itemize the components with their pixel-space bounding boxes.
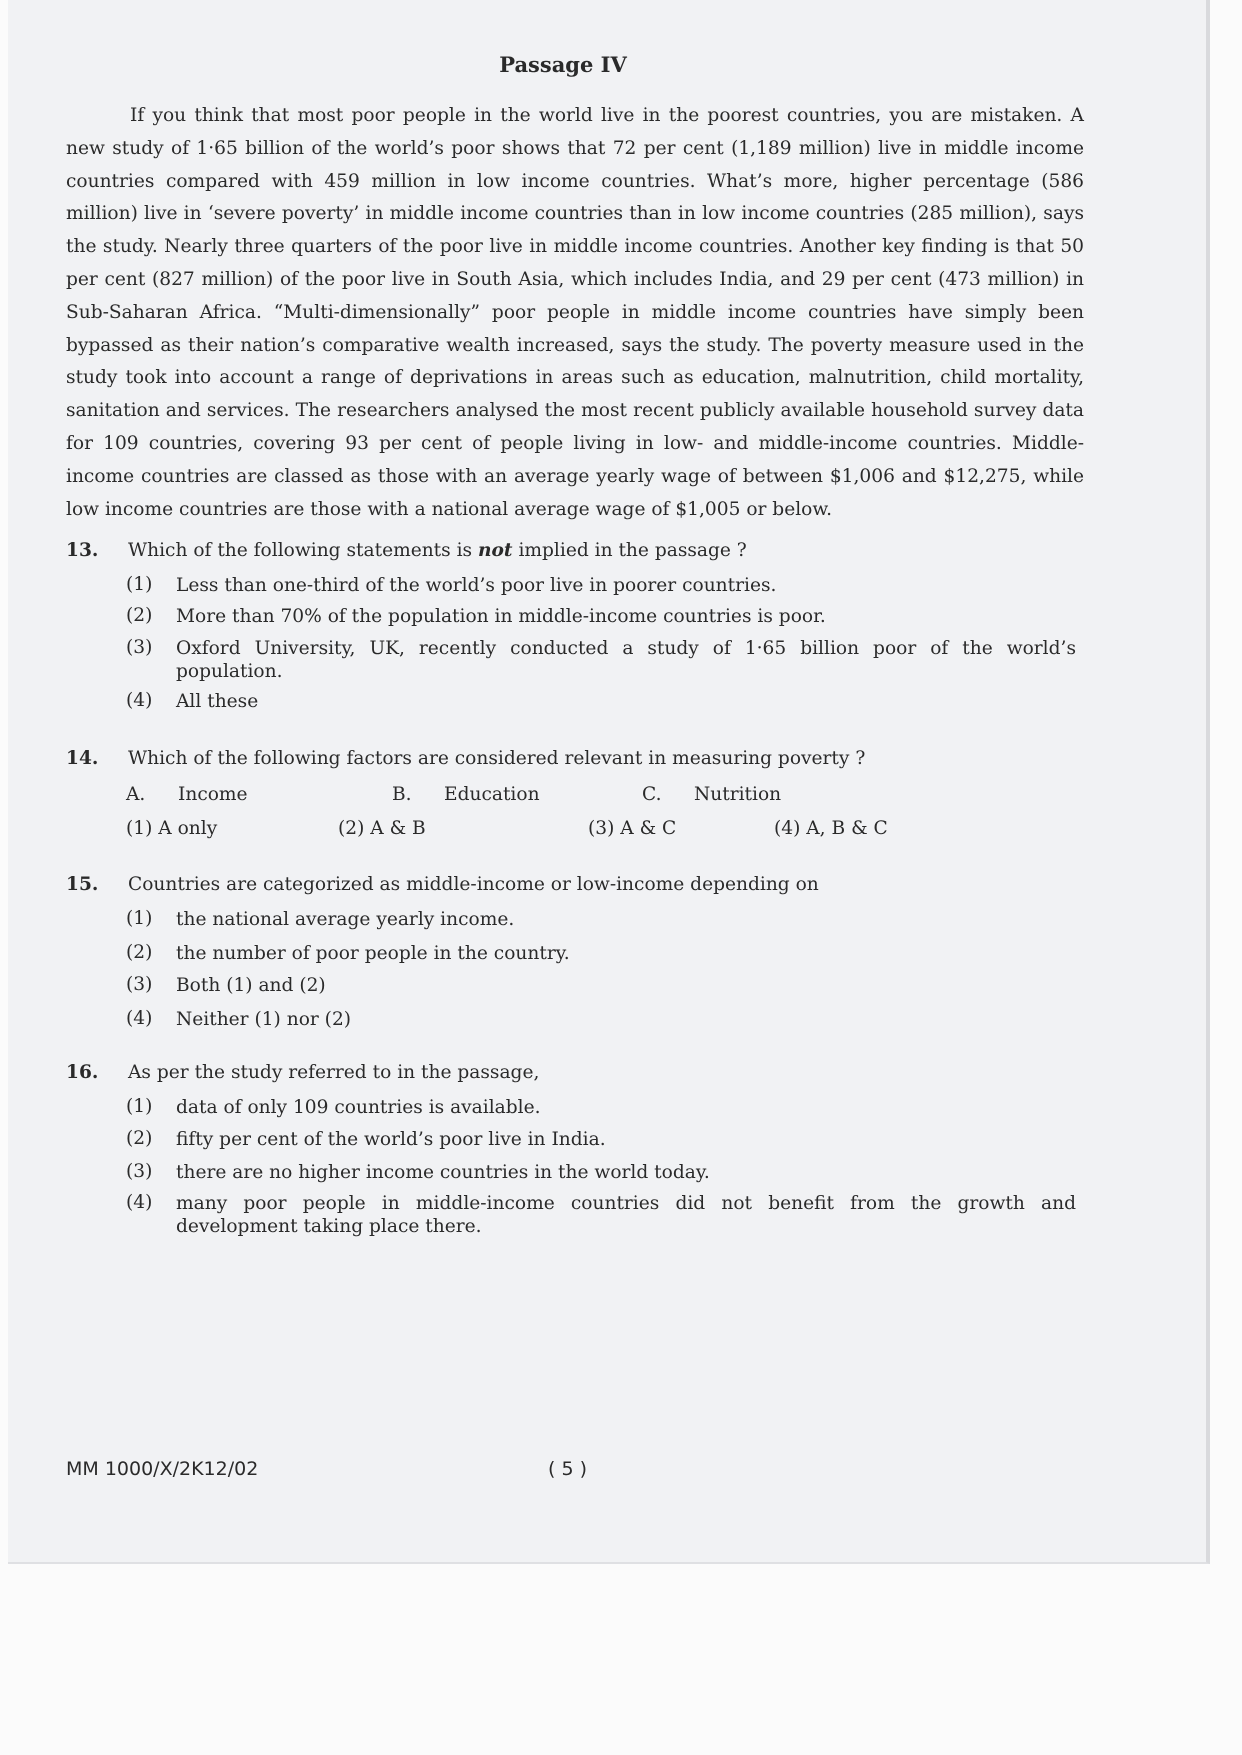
option-number: (2) — [126, 1128, 153, 1149]
option-text: Less than one-third of the world’s poor live in poorer countries. — [176, 575, 777, 596]
passage-title: Passage IV — [499, 52, 627, 77]
choice-4[interactable]: (4) A, B & C — [774, 818, 888, 839]
option-number: (3) — [126, 974, 153, 995]
option-number: (1) — [126, 908, 153, 929]
choice-1[interactable]: (1) A only — [126, 818, 218, 839]
question-number: 13. — [66, 540, 99, 561]
option-number: (1) — [126, 1096, 153, 1117]
option-number: (4) — [126, 1192, 153, 1213]
option-number: (3) — [126, 637, 153, 658]
option-number: (2) — [126, 942, 153, 963]
option-text: Both (1) and (2) — [176, 975, 326, 996]
option-number: (4) — [126, 1008, 153, 1029]
emphasis-not: not — [478, 540, 513, 561]
question-text — [128, 540, 1078, 561]
option-text: Oxford University, UK, recently conducted a study of 1·65 billion poor of the world’s population. — [176, 638, 1076, 682]
factor-label: C. — [642, 784, 662, 805]
question-text: Which of the following factors are considered relevant in measuring poverty ? — [128, 748, 866, 769]
page-number: ( 5 ) — [548, 1458, 587, 1480]
question-number: 16. — [66, 1062, 99, 1083]
choice-2[interactable]: (2) A & B — [338, 818, 426, 839]
factor-text: Education — [444, 784, 540, 805]
option-text: Neither (1) nor (2) — [176, 1009, 352, 1030]
question-text-part: implied in the passage ? — [512, 540, 747, 561]
option-number: (3) — [126, 1161, 153, 1182]
factor-label: B. — [392, 784, 412, 805]
exam-code: MM 1000/X/2K12/02 — [66, 1458, 259, 1480]
factor-text: Income — [178, 784, 248, 805]
question-text: As per the study referred to in the passage, — [128, 1062, 540, 1083]
choice-3[interactable]: (3) A & C — [588, 818, 677, 839]
factor-a — [126, 784, 248, 805]
question-number: 14. — [66, 748, 99, 769]
passage-text: If you think that most poor people in the world live in the poorest countries, you are mistaken. A new study of 1·65 billion of the world’s poor shows that 72 per cent (1,189 million) live in middle income countries compared with 459 million in low income countries. What’s more, higher percentage (586 million) live in ‘severe poverty’ in middle income countries than in low income countries (285 million), says the study. Nearly three quarters of the poor live in middle income countries. Another key finding is that 50 per cent (827 million) of the poor live in South Asia, which includes India, and 29 per cent (473 million) in Sub-Saharan Africa. “Multi-dimensionally” poor people in middle income countries have simply been bypassed as their nation’s comparative wealth increased, says the study. The poverty measure used in the study took into account a range of deprivations in areas such as education, malnutrition, child mortality, sanitation and services. The researchers analysed the most recent publicly available household survey data for 109 countries, covering 93 per cent of people living in low- and middle-income countries. Middle-income countries are classed as those with an average yearly wage of between $1,006 and $12,275, while low income countries are those with a national average wage of $1,005 or below. — [66, 105, 1084, 520]
choice-list — [126, 818, 1026, 842]
option-text: the national average yearly income. — [176, 909, 515, 930]
factor-text: Nutrition — [694, 784, 782, 805]
factor-label: A. — [126, 784, 146, 805]
option-number: (4) — [126, 690, 153, 711]
option-text: there are no higher income countries in the world today. — [176, 1162, 710, 1183]
option-text: fifty per cent of the world’s poor live in India. — [176, 1129, 606, 1150]
option-number: (1) — [126, 574, 153, 595]
option-text: More than 70% of the population in middle-income countries is poor. — [176, 606, 826, 627]
option-text: All these — [176, 691, 259, 712]
option-text: the number of poor people in the country. — [176, 943, 570, 964]
factor-c — [642, 784, 781, 805]
factor-list — [126, 784, 926, 808]
option-number: (2) — [126, 605, 153, 626]
option-text: data of only 109 countries is available. — [176, 1097, 541, 1118]
option-text: many poor people in middle-income countries did not benefit from the growth and development taking place there. — [176, 1193, 1076, 1237]
factor-b — [392, 784, 540, 805]
question-text-part: Which of the following statements is — [128, 540, 479, 561]
question-text: Countries are categorized as middle-income or low-income depending on — [128, 874, 819, 895]
question-number: 15. — [66, 874, 99, 895]
scan-area — [8, 0, 1210, 1564]
